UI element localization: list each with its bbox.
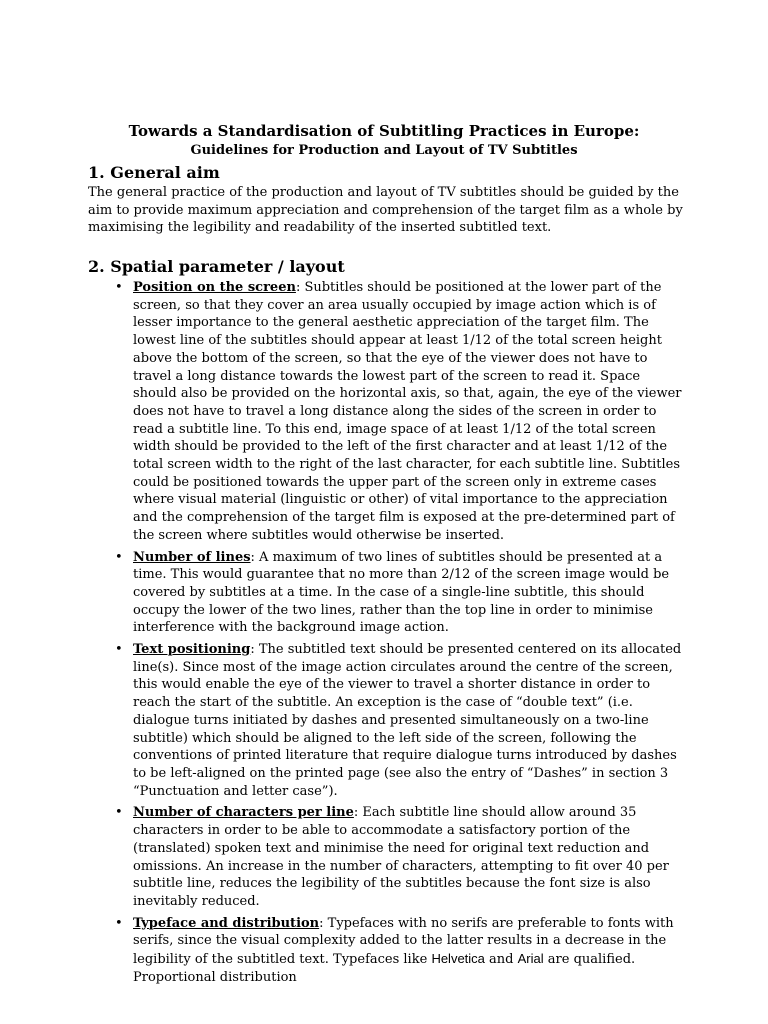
bullet-glyph: • bbox=[115, 915, 123, 931]
list-item-term: Typeface and distribution bbox=[133, 915, 320, 931]
list-item-text: : Subtitles should be positioned at the lower part of the screen, so that they cover an area usually occupied by image action which is of lesser importance to the general aesthetic appreciation of the target film. The lowest line of the subtitles should appear at least 1/12 of the total screen height above the bottom of the screen, so that the eye of the viewer does not have to travel a long distance towards the lowest part of the screen to read it. Space should also be provided on the horizontal axis, so that, again, the eye of the viewer does not have to travel a long distance along the sides of the screen in order to read a subtitle line. To this end, image space of at least 1/12 of the total screen width should be provided to the left of the first character and at least 1/12 of the total screen width to the right of the last character, for each subtitle line. Subtitles could be positioned towards the upper part of the screen only in extreme cases where visual material (linguistic or other) of vital importance to the appreciation and the comprehension of the target film is exposed at the pre-determined part of the screen where subtitles would otherwise be inserted. bbox=[133, 280, 682, 543]
list-item bbox=[88, 279, 686, 545]
list-item-term: Number of characters per line bbox=[133, 805, 354, 821]
list-item-term: Number of lines bbox=[133, 549, 251, 565]
font-example-helvetica: Helvetica bbox=[431, 951, 485, 967]
general-aim-paragraph: The general practice of the production and layout of TV subtitles should be guided by the aim to provide maximum appreciation and comprehension of the target film as a whole by maximising the legibility and readability of the inserted subtitled text. bbox=[88, 185, 683, 235]
list-item-text: and bbox=[484, 952, 518, 968]
bullet-glyph: • bbox=[115, 280, 123, 295]
list-item-text: : Typefaces with no serifs are preferable to fonts with serifs, since the visual complexity added to the latter results in a decrease in the legibility of the subtitled text. Typefaces like bbox=[133, 915, 674, 968]
list-item-text: : Each subtitle line should allow around 35 characters in order to be able to accommodate a satisfactory portion of the (translated) spoken text and minimise the need for original text reduction and omissions. An increase in the number of characters, attempting to fit over 40 per subtitle line, reduces the legibility of the subtitles because the font size is also inevitably reduced. bbox=[133, 805, 669, 909]
list-item bbox=[88, 549, 686, 638]
list-item-term: Text positioning bbox=[133, 642, 251, 658]
document-title: Towards a Standardisation of Subtitling Practices in Europe: bbox=[128, 122, 640, 140]
list-item-text: : A maximum of two lines of subtitles should be presented at a time. This would guarantee that no more than 2/12 of the screen image would be covered by subtitles at a time. In the case of a single-line subtitle, this should occupy the lower of the two lines, rather than the top line in order to minimise interference with the background image action. bbox=[133, 549, 670, 636]
document-subtitle: Guidelines for Production and Layout of TV Subtitles bbox=[190, 143, 578, 158]
list-item bbox=[88, 804, 686, 910]
list-item-term: Position on the screen bbox=[133, 280, 296, 295]
section-heading-general-aim: 1. General aim bbox=[88, 163, 220, 182]
spatial-parameter-list bbox=[88, 279, 686, 990]
bullet-glyph: • bbox=[115, 549, 123, 565]
list-item-text: are qualified. Proportional distribution bbox=[133, 952, 636, 985]
list-item-text: : The subtitled text should be presented centered on its allocated line(s). Since most of the image action circulates around the centre of the screen, this would enable the eye of the viewer to travel a shorter distance in order to reach the start of the subtitle. An exception is the case of “double text” (i.e. dialogue turns initiated by dashes and presented simultaneously on a two-line subtitle) which should be aligned to the left side of the screen, following the conventions of printed literature that require dialogue turns introduced by dashes to be left-aligned on the printed page (see also the entry of “Dashes” in section 3 “Punctuation and letter case”). bbox=[133, 642, 682, 799]
bullet-glyph: • bbox=[115, 642, 123, 658]
font-example-arial: Arial bbox=[517, 951, 544, 967]
bullet-glyph: • bbox=[115, 805, 123, 821]
list-item bbox=[88, 915, 686, 987]
section-heading-spatial-parameter: 2. Spatial parameter / layout bbox=[88, 257, 345, 276]
list-item bbox=[88, 641, 686, 800]
